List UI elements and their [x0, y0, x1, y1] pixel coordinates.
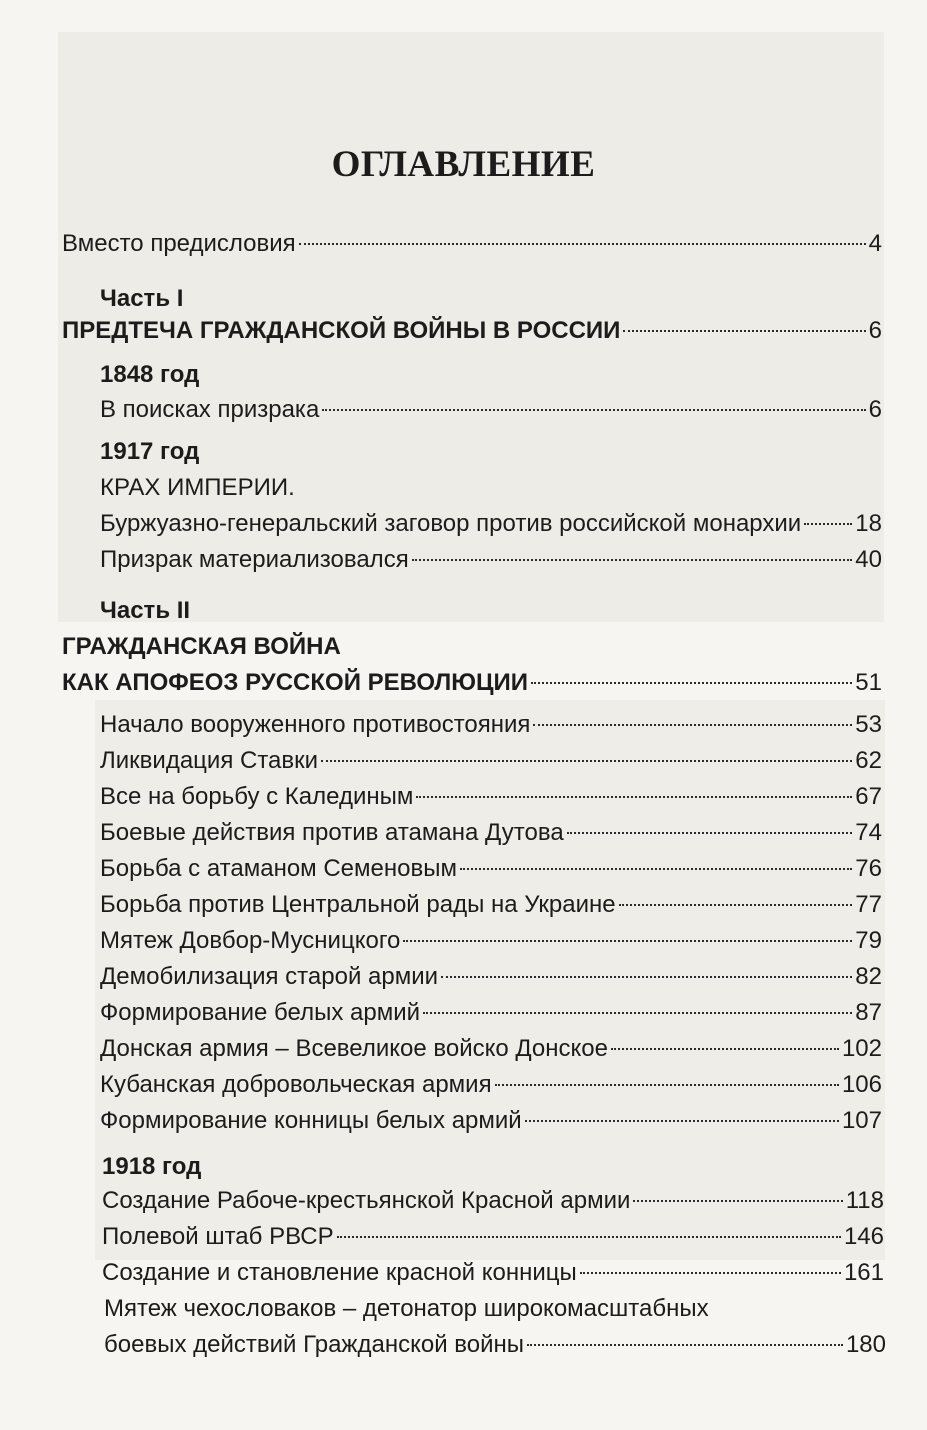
- toc-entry-part-title: [62, 316, 882, 346]
- toc-entry: [100, 890, 882, 920]
- toc-entry: [62, 229, 882, 259]
- year-heading: 1917 год: [100, 438, 200, 465]
- toc-entry-page: 6: [868, 396, 882, 423]
- toc-entry-page: 18: [855, 510, 882, 537]
- dot-leader: [623, 330, 865, 332]
- dot-leader: [525, 1120, 839, 1122]
- toc-entry-page: 106: [841, 1071, 882, 1098]
- dot-leader: [533, 724, 852, 726]
- part-label: Часть II: [100, 597, 191, 624]
- toc-entry-page: 79: [855, 927, 882, 954]
- dot-leader: [495, 1084, 839, 1086]
- toc-entry-page: 67: [855, 783, 882, 810]
- year-heading: 1848 год: [100, 361, 200, 388]
- year-heading: 1918 год: [102, 1153, 202, 1180]
- dot-leader: [567, 832, 853, 834]
- toc-entry-text: Вместо предисловия: [62, 230, 296, 257]
- toc-entry-text: Все на борьбу с Калединым: [100, 783, 414, 810]
- toc-entry-text: Борьба против Центральной рады на Украине: [100, 891, 616, 918]
- toc-entry-page: 74: [855, 819, 882, 846]
- toc-entry: [100, 395, 882, 425]
- toc-entry-text: Начало вооруженного противостояния: [100, 711, 531, 738]
- toc-entry: [100, 710, 882, 740]
- toc-entry-part-title: [62, 668, 882, 698]
- toc-entry-page: 161: [843, 1259, 884, 1286]
- toc-entry-text: Формирование белых армий: [100, 999, 421, 1026]
- dot-leader: [580, 1272, 841, 1274]
- toc-entry-text: Полевой штаб РВСР: [102, 1223, 334, 1250]
- toc-entry: [100, 998, 882, 1028]
- toc-entry-page: 77: [855, 891, 882, 918]
- dot-leader: [633, 1200, 842, 1202]
- toc-entry: [104, 1330, 886, 1360]
- dot-leader: [611, 1048, 839, 1050]
- toc-entry-page: 118: [845, 1187, 884, 1214]
- toc-entry-text: В поисках призрака: [100, 396, 320, 423]
- toc-entry: [100, 854, 882, 884]
- toc-entry-text: Формирование конницы белых армий: [100, 1107, 522, 1134]
- dot-leader: [423, 1012, 852, 1014]
- toc-entry-page: 62: [855, 747, 882, 774]
- toc-entry-text: Боевые действия против атамана Дутова: [100, 819, 564, 846]
- toc-entry-page: 6: [868, 317, 882, 344]
- toc-entry-page: 146: [843, 1223, 884, 1250]
- toc-entry-page: 76: [855, 855, 882, 882]
- toc-entry: [100, 509, 882, 539]
- toc-entry: [100, 746, 882, 776]
- toc-entry-text: Борьба с атаманом Семеновым: [100, 855, 457, 882]
- dot-leader: [321, 760, 852, 762]
- toc-entry-page: 53: [855, 711, 882, 738]
- toc-entry-page: 180: [845, 1331, 886, 1358]
- toc-entry-text: Донская армия – Всевеликое войско Донское: [100, 1035, 608, 1062]
- toc-entry: [100, 545, 882, 575]
- toc-entry-text: Буржуазно-генеральский заговор против российской монархии: [100, 510, 802, 537]
- dot-leader: [403, 940, 852, 942]
- toc-entry: [100, 926, 882, 956]
- toc-entry: [100, 782, 882, 812]
- part-label: Часть I: [100, 285, 184, 312]
- toc-entry: [100, 1034, 882, 1064]
- toc-entry-text: Призрак материализовался: [100, 546, 409, 573]
- toc-entry-text: Создание Рабоче-крестьянской Красной армии: [102, 1187, 631, 1214]
- dot-leader: [531, 682, 852, 684]
- toc-entry-page: 107: [841, 1107, 882, 1134]
- toc-entry: [100, 1070, 882, 1100]
- toc-entry: [100, 1106, 882, 1136]
- part-title: ГРАЖДАНСКАЯ ВОЙНА: [62, 633, 341, 660]
- toc-entry-text: Ликвидация Ставки: [100, 747, 319, 774]
- dot-leader: [337, 1236, 841, 1238]
- toc-entry: [100, 818, 882, 848]
- dot-leader: [412, 559, 853, 561]
- part-title: ПРЕДТЕЧА ГРАЖДАНСКОЙ ВОЙНЫ В РОССИИ: [62, 317, 621, 344]
- toc-entry-page: 4: [868, 230, 882, 257]
- dot-leader: [322, 409, 865, 411]
- dot-leader: [460, 868, 852, 870]
- dot-leader: [416, 796, 852, 798]
- part-title: КАК АПОФЕОЗ РУССКОЙ РЕВОЛЮЦИИ: [62, 669, 529, 696]
- section-heading: КРАХ ИМПЕРИИ.: [100, 474, 295, 501]
- toc-entry-page: 102: [841, 1035, 882, 1062]
- toc-entry-text: Кубанская добровольческая армия: [100, 1071, 492, 1098]
- toc-entry-text: Демобилизация старой армии: [100, 963, 439, 990]
- toc-entry: [102, 1186, 884, 1216]
- toc-entry-text: боевых действий Гражданской войны: [104, 1331, 525, 1358]
- toc-entry-text: Мятеж Довбор-Мусницкого: [100, 927, 401, 954]
- toc-entry-page: 40: [855, 546, 882, 573]
- dot-leader: [619, 904, 853, 906]
- toc-entry: [102, 1258, 884, 1288]
- toc-entry: [102, 1222, 884, 1252]
- toc-entry-text: Создание и становление красной конницы: [102, 1259, 577, 1286]
- toc-entry-page: 87: [855, 999, 882, 1026]
- page-title: ОГЛАВЛЕНИЕ: [331, 144, 596, 185]
- dot-leader: [441, 976, 852, 978]
- dot-leader: [299, 243, 866, 245]
- toc-entry-page: 82: [855, 963, 882, 990]
- toc-entry: [100, 962, 882, 992]
- dot-leader: [527, 1344, 843, 1346]
- toc-entry-page: 51: [855, 669, 882, 696]
- toc-entry-text: Мятеж чехословаков – детонатор широкомасштабных: [104, 1295, 709, 1322]
- dot-leader: [804, 523, 852, 525]
